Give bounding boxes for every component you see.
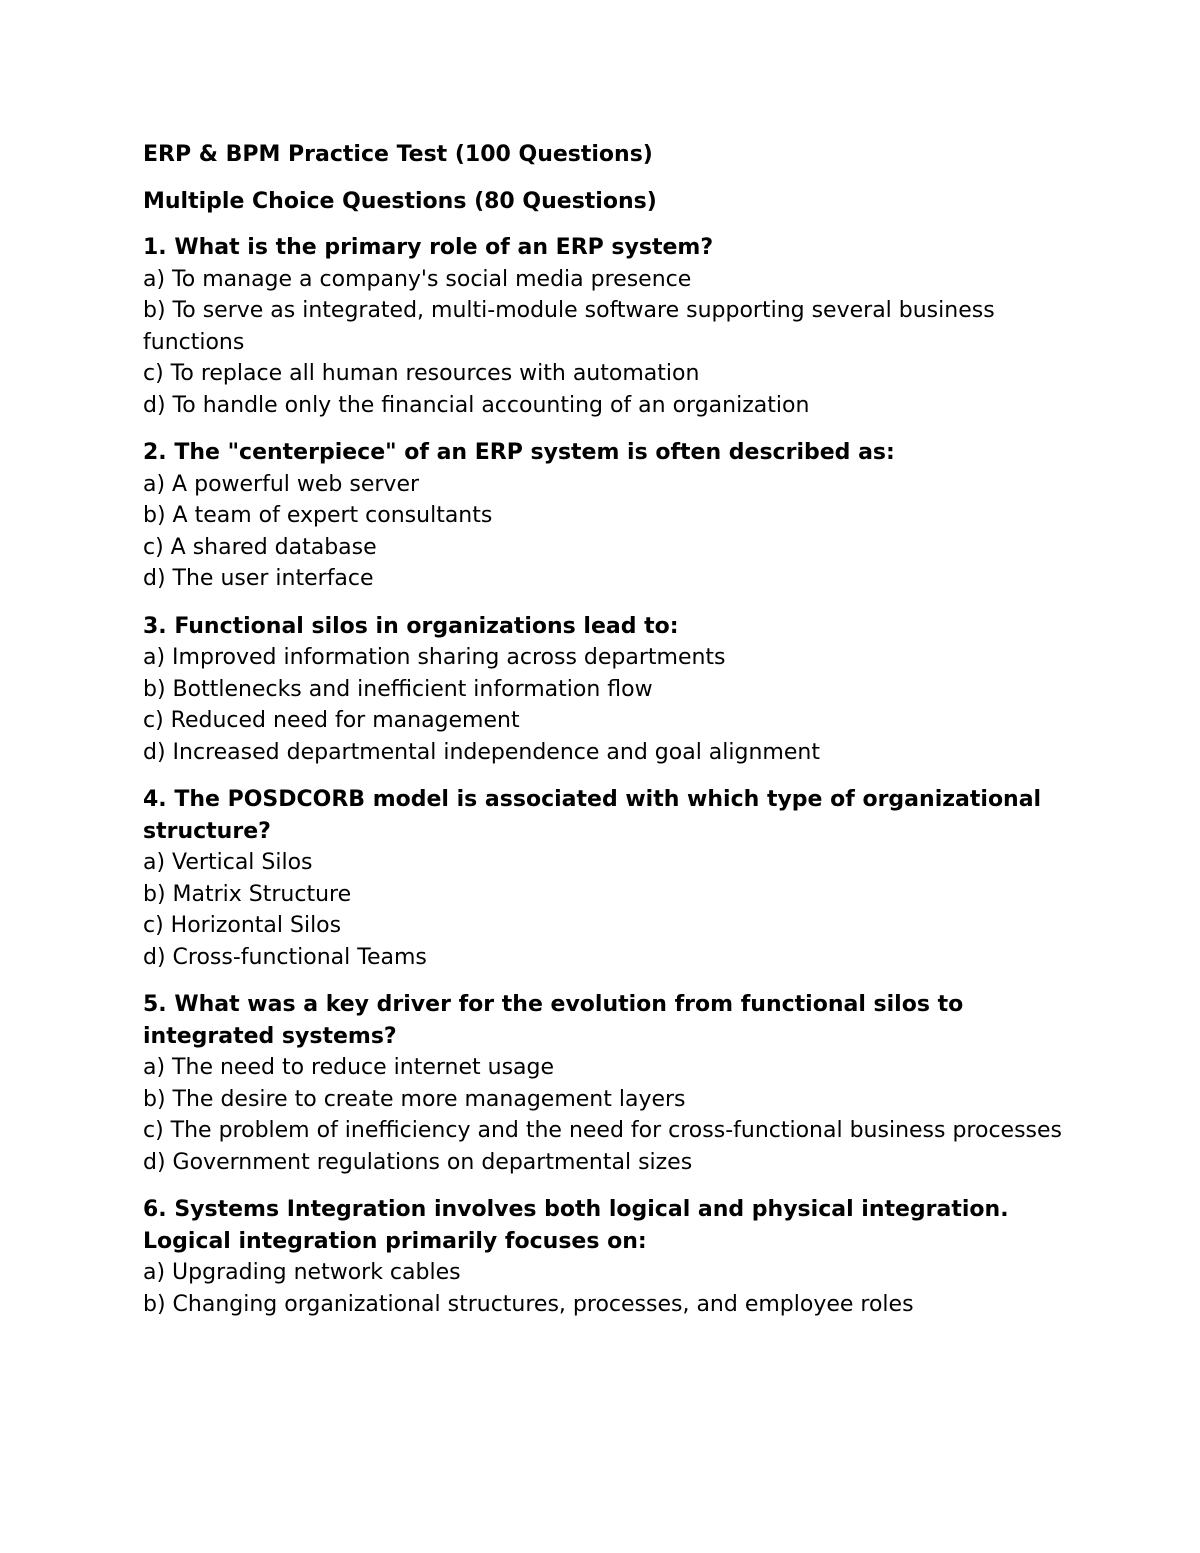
answer-option-d: d) Cross-functional Teams — [143, 944, 427, 970]
answer-option-c: c) The problem of inefficiency and the need for cross-functional business processes — [143, 1118, 1063, 1143]
answer-option-a: a) Vertical Silos — [143, 850, 313, 875]
answer-option-c: c) Horizontal Silos — [143, 913, 342, 938]
answer-option-d: d) Government regulations on departmental sizes — [143, 1149, 693, 1175]
question-text: 5. What was a key driver for the evolution from functional silos to integrated systems? — [143, 992, 964, 1049]
answer-option-a: a) The need to reduce internet usage — [143, 1055, 555, 1080]
answer-option-b: b) A team of expert consultants — [143, 503, 493, 528]
answer-option-a: a) Improved information sharing across departments — [143, 645, 726, 670]
question-5 — [143, 989, 1073, 1178]
question-6 — [143, 1194, 1073, 1320]
answer-option-b: b) Bottlenecks and inefficient information flow — [143, 676, 653, 702]
question-1 — [143, 232, 1073, 421]
question-text: 4. The POSDCORB model is associated with which type of organizational structure? — [143, 787, 1042, 844]
question-3 — [143, 611, 1073, 769]
document-title: ERP & BPM Practice Test (100 Questions) — [143, 142, 653, 167]
document-page — [143, 139, 1073, 1336]
answer-option-b: b) Matrix Structure — [143, 881, 352, 907]
answer-option-b: b) To serve as integrated, multi-module software supporting several business functions — [143, 298, 995, 355]
answer-option-d: d) Increased departmental independence and goal alignment — [143, 739, 820, 765]
answer-option-c: c) A shared database — [143, 534, 377, 560]
question-text: 1. What is the primary role of an ERP system? — [143, 235, 714, 260]
answer-option-d: d) The user interface — [143, 566, 374, 591]
answer-option-d: d) To handle only the financial accounting of an organization — [143, 392, 810, 418]
question-2 — [143, 437, 1073, 595]
answer-option-b: b) Changing organizational structures, processes, and employee roles — [143, 1291, 914, 1317]
question-text: 2. The "centerpiece" of an ERP system is often described as: — [143, 440, 895, 465]
answer-option-c: c) To replace all human resources with automation — [143, 361, 700, 386]
question-4 — [143, 784, 1073, 973]
question-text: 3. Functional silos in organizations lead to: — [143, 613, 679, 639]
answer-option-c: c) Reduced need for management — [143, 708, 520, 733]
answer-option-a: a) To manage a company's social media presence — [143, 266, 692, 292]
question-text: 6. Systems Integration involves both logical and physical integration. Logical integration primarily focuses on: — [143, 1197, 1009, 1254]
section-title: Multiple Choice Questions (80 Questions) — [143, 188, 657, 214]
answer-option-a: a) A powerful web server — [143, 471, 420, 497]
answer-option-b: b) The desire to create more management layers — [143, 1086, 686, 1112]
answer-option-a: a) Upgrading network cables — [143, 1260, 461, 1285]
